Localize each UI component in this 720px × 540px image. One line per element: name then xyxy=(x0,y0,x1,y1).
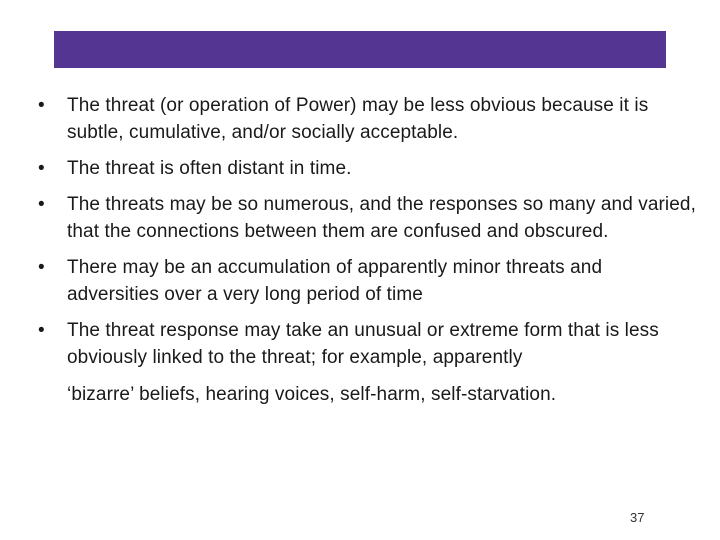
bullet-item xyxy=(38,92,698,146)
bullet-item xyxy=(38,317,698,408)
bullet-item xyxy=(38,254,698,308)
bullet-text: The threat response may take an unusual or extreme form that is less obviously linked to the threat; for example, apparently xyxy=(67,320,659,368)
bullet-text: The threat is often distant in time. xyxy=(67,158,352,179)
bullet-item xyxy=(38,155,698,182)
bullet-text-continuation: ‘bizarre’ beliefs, hearing voices, self-harm, self-starvation. xyxy=(67,384,557,405)
bullet-item xyxy=(38,191,698,245)
page-number: 37 xyxy=(630,510,645,525)
bullet-text: The threats may be so numerous, and the responses so many and varied, that the connections between them are confused and obscured. xyxy=(67,194,696,242)
bullet-icon: • xyxy=(38,320,45,341)
bullet-icon: • xyxy=(38,158,45,179)
bullet-list xyxy=(38,92,698,417)
bullet-icon: • xyxy=(38,95,45,116)
bullet-icon: • xyxy=(38,257,45,278)
bullet-text: There may be an accumulation of apparently minor threats and adversities over a very long period of time xyxy=(67,257,603,305)
title-bar xyxy=(54,31,666,68)
bullet-text: The threat (or operation of Power) may be less obvious because it is subtle, cumulative, and/or socially acceptable. xyxy=(67,95,649,143)
bullet-icon: • xyxy=(38,194,45,215)
